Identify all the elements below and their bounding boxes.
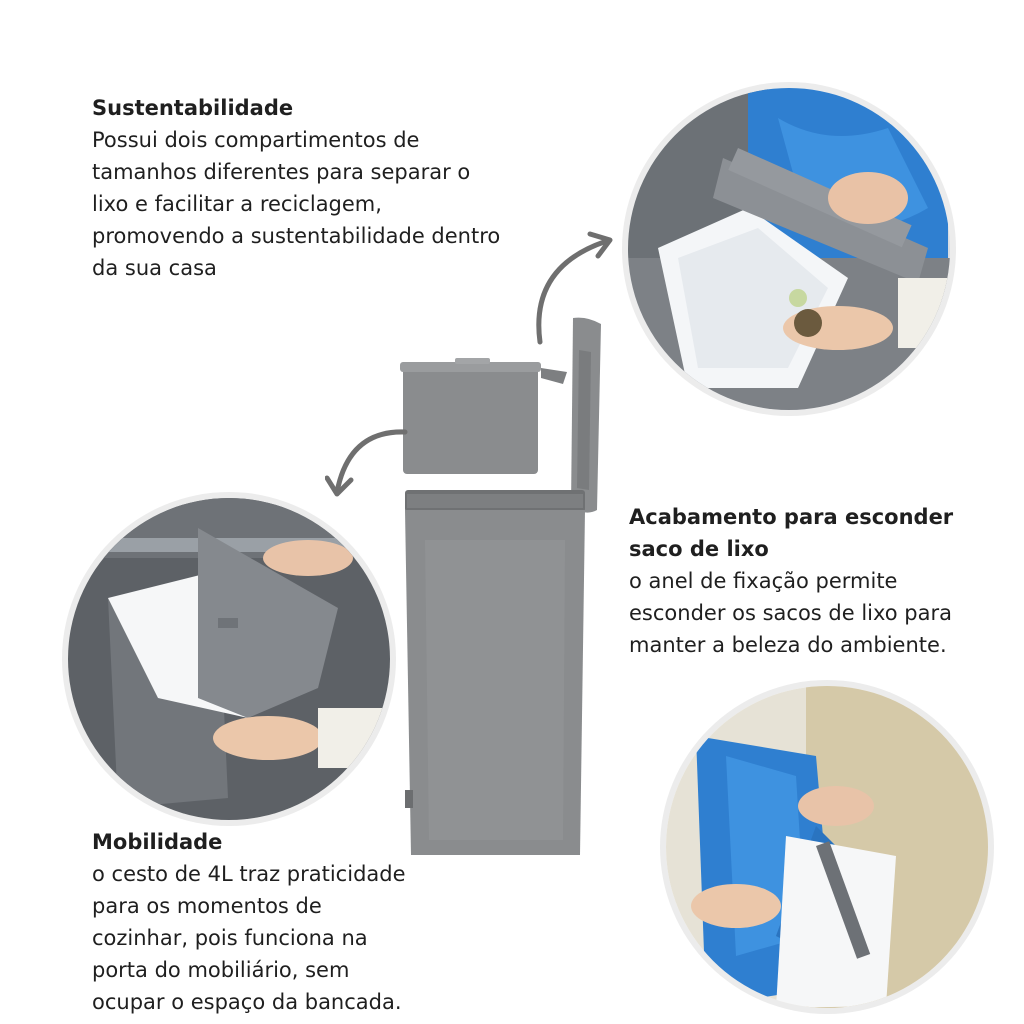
mobilidade-title: Mobilidade [92, 830, 223, 854]
sustentabilidade-section [92, 92, 500, 284]
small-basket-4l [400, 358, 567, 474]
mobilidade-line-2: para os momentos de [92, 894, 322, 918]
sustentabilidade-line-2: tamanhos diferentes para separar o [92, 160, 471, 184]
mobilidade-line-5: ocupar o espaço da bancada. [92, 990, 402, 1014]
detail-photo-small-basket [68, 498, 390, 820]
acabamento-title-line-2: saco de lixo [629, 537, 769, 561]
mobilidade-line-3: cozinhar, pois funciona na [92, 926, 368, 950]
detail-photo-bag-ring [666, 686, 988, 1008]
sustentabilidade-line-5: da sua casa [92, 256, 217, 280]
bin-lid [571, 318, 601, 513]
product-trash-bin [395, 310, 615, 860]
detail-photo-compartments [628, 88, 950, 410]
mobilidade-section [92, 826, 406, 1018]
curved-arrow-down-left-icon [325, 424, 409, 500]
sustentabilidade-line-4: promovendo a sustentabilidade dentro [92, 224, 501, 248]
acabamento-line-1: o anel de fixação permite [629, 569, 898, 593]
sustentabilidade-line-3: lixo e facilitar a reciclagem, [92, 192, 382, 216]
acabamento-line-2: esconder os sacos de lixo para [629, 601, 953, 625]
mobilidade-line-4: porta do mobiliário, sem [92, 958, 350, 982]
acabamento-title-line-1: Acabamento para esconder [629, 505, 954, 529]
bin-body [405, 490, 585, 855]
sustentabilidade-line-1: Possui dois compartimentos de [92, 128, 420, 152]
acabamento-line-3: manter a beleza do ambiente. [629, 633, 947, 657]
sustentabilidade-title: Sustentabilidade [92, 96, 294, 120]
acabamento-section [629, 501, 953, 661]
mobilidade-line-1: o cesto de 4L traz praticidade [92, 862, 406, 886]
curved-arrow-up-right-icon [528, 228, 618, 346]
